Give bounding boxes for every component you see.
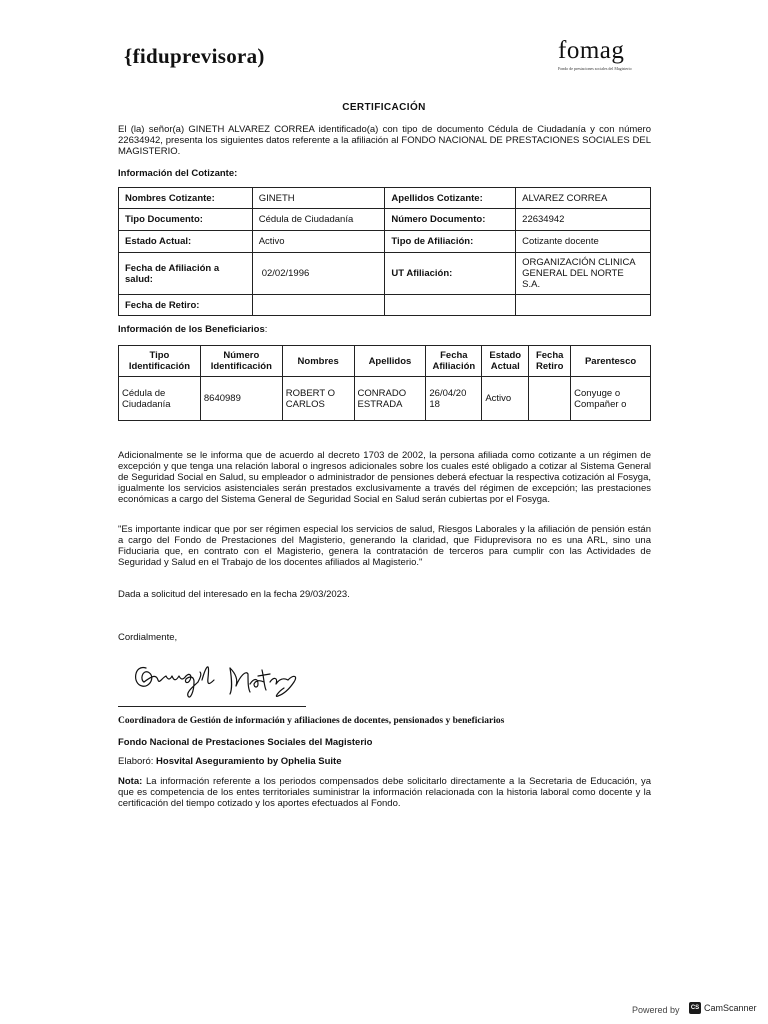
- value-tipo-afiliacion: Cotizante docente: [516, 231, 651, 253]
- fomag-logo-subtitle: Fondo de prestaciones sociales del Magisterio: [558, 66, 632, 71]
- request-date-text: Dada a solicitud del interesado en la fecha 29/03/2023.: [118, 589, 350, 600]
- cell-parentesco: Conyuge o Compañer o: [571, 377, 651, 421]
- col-nombres: Nombres: [282, 346, 354, 377]
- cell-fecha-afiliacion: 26/04/20 18: [426, 377, 482, 421]
- cotizante-table: [118, 187, 651, 316]
- closing-text: Cordialmente,: [118, 632, 178, 643]
- cell-tipo-identificacion: Cédula de Ciudadanía: [119, 377, 201, 421]
- decree-paragraph: Adicionalmente se le informa que de acuerdo al decreto 1703 de 2002, la persona afiliada como cotizante a un régimen de excepción y que tenga una relación laboral o ingresos adicionales sobre los cuales esté obligado a cotizar al Sistema General de Seguridad Social en Salud, su empleador o administrador de pensiones deberá efectuar la respectiva cotización al Fosyga, igualmente los servicios asistenciales serán prestados exclusivamente a través del régimen de excepción; las prestaciones económicas a cargo del Sistema General de Seguridad Social en Salud serán cubiertas por el Fosyga.: [118, 450, 651, 505]
- note-label: Nota:: [118, 776, 143, 787]
- beneficiarios-heading-text: Información de los Beneficiarios: [118, 324, 265, 335]
- col-apellidos: Apellidos: [354, 346, 426, 377]
- value-nombres: GINETH: [252, 188, 385, 209]
- prepared-by-label: Elaboró:: [118, 756, 157, 767]
- empty-cell: [516, 295, 651, 316]
- label-estado-actual: Estado Actual:: [119, 231, 253, 253]
- col-parentesco: Parentesco: [571, 346, 651, 377]
- document-title: CERTIFICACIÓN: [342, 102, 426, 113]
- label-ut-afiliacion: UT Afiliación:: [385, 253, 516, 295]
- col-numero-identificacion: Número Identificación: [200, 346, 282, 377]
- cell-estado-actual: Activo: [482, 377, 529, 421]
- regime-paragraph: "Es importante indicar que por ser régimen especial los servicios de salud, Riesgos Laborales y la afiliación de pensión están a cargo del Fondo de Prestaciones del Magisterio, generando la claridad, que Fiduprevisora no es una ARL, sino una Fiduciaria que, en contrato con el Magisterio, genera la contratación de terceros para cumplir con las Actividades de Seguridad y Salud en el Trabajo de los docentes afiliados al Magisterio.": [118, 524, 651, 568]
- beneficiarios-table: [118, 345, 651, 421]
- empty-cell: [385, 295, 516, 316]
- value-tipo-documento: Cédula de Ciudadanía: [252, 209, 385, 231]
- signature-image: [128, 650, 303, 705]
- cell-nombres: ROBERT O CARLOS: [282, 377, 354, 421]
- signature-line: [118, 706, 306, 707]
- value-numero-documento: 22634942: [516, 209, 651, 231]
- camscanner-icon: CS: [689, 1002, 701, 1014]
- beneficiarios-heading-colon: :: [264, 324, 268, 335]
- cell-numero-identificacion: 8640989: [200, 377, 282, 421]
- value-apellidos: ALVAREZ CORREA: [516, 188, 651, 209]
- note-text: La información referente a los periodos compensados debe solicitarlo directamente a la Secretaria de Educación, ya que es competencia de los entes territoriales suministrar la información relacionada con la historia laboral como docente y la certificación del tiempo cotizado y los aportes efectuados al Fondo.: [118, 776, 651, 809]
- table-row: [119, 231, 651, 253]
- camscanner-watermark: [689, 1002, 757, 1014]
- table-row: [119, 188, 651, 209]
- prepared-by-value: Hosvital Aseguramiento by Ophelia Suite: [156, 756, 342, 767]
- col-tipo-identificacion: Tipo Identificación: [119, 346, 201, 377]
- col-estado-actual: Estado Actual: [482, 346, 529, 377]
- value-ut-afiliacion: ORGANIZACIÓN CLINICA GENERAL DEL NORTE S.A.: [516, 253, 651, 295]
- value-fecha-afiliacion: 02/02/1996: [252, 253, 385, 295]
- table-row: [119, 209, 651, 231]
- cell-apellidos: CONRADO ESTRADA: [354, 377, 426, 421]
- camscanner-brand: CamScanner: [704, 1003, 757, 1013]
- cotizante-heading: Información del Cotizante:: [118, 168, 238, 179]
- table-row: [119, 377, 651, 421]
- value-estado-actual: Activo: [252, 231, 385, 253]
- table-header-row: [119, 346, 651, 377]
- signer-title: Coordinadora de Gestión de información y afiliaciones de docentes, pensionados y beneficiarios: [118, 716, 505, 726]
- col-fecha-retiro: Fecha Retiro: [529, 346, 571, 377]
- label-numero-documento: Número Documento:: [385, 209, 516, 231]
- intro-paragraph: El (la) señor(a) GINETH ALVAREZ CORREA identificado(a) con tipo de documento Cédula de Ciudadanía y con número 22634942, presenta los siguientes datos referente a la afiliación al FONDO NACIONAL DE PRESTACIONES SOCIALES DEL MAGISTERIO.: [118, 124, 651, 157]
- table-row: [119, 295, 651, 316]
- powered-by-text: Powered by: [632, 1005, 680, 1015]
- fiduprevisora-logo: {fiduprevisora): [124, 44, 265, 68]
- label-tipo-documento: Tipo Documento:: [119, 209, 253, 231]
- cell-fecha-retiro: [529, 377, 571, 421]
- institution-name: Fondo Nacional de Prestaciones Sociales del Magisterio: [118, 737, 373, 748]
- fomag-logo: [558, 38, 632, 71]
- fomag-logo-name: fomag: [558, 37, 625, 64]
- label-fecha-afiliacion: Fecha de Afiliación a salud:: [119, 253, 253, 295]
- prepared-by: [118, 756, 342, 767]
- col-fecha-afiliacion: Fecha Afiliación: [426, 346, 482, 377]
- note-paragraph: [118, 776, 651, 809]
- label-tipo-afiliacion: Tipo de Afiliación:: [385, 231, 516, 253]
- beneficiarios-heading: [118, 324, 267, 335]
- value-fecha-retiro: [252, 295, 385, 316]
- label-nombres: Nombres Cotizante:: [119, 188, 253, 209]
- label-apellidos: Apellidos Cotizante:: [385, 188, 516, 209]
- table-row: [119, 253, 651, 295]
- label-fecha-retiro: Fecha de Retiro:: [119, 295, 253, 316]
